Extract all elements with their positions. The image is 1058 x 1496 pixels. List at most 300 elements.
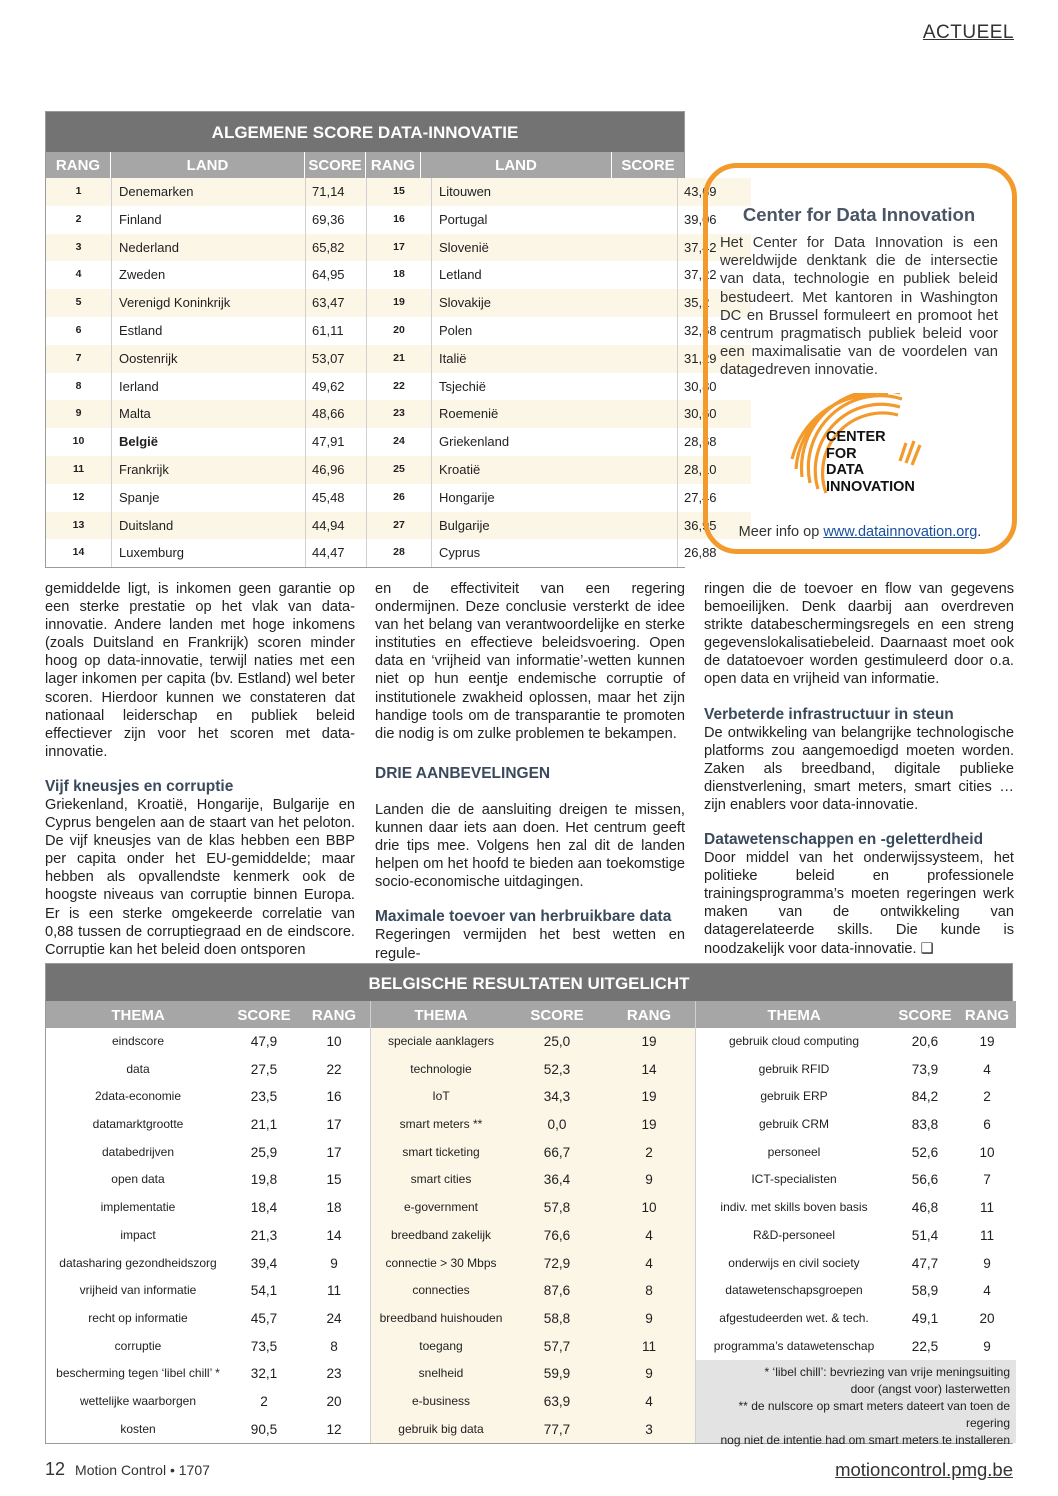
cell-thema: datawetenschapsgroepen [696,1277,892,1305]
cell-score: 37,22 [677,261,751,289]
table-row [371,1277,695,1305]
cell-rang: 4 [603,1250,695,1278]
cell-thema: kosten [46,1416,230,1444]
cell-score: 30,60 [677,400,751,428]
footnote: ** de nulscore op smart meters dateert van toen de regering [738,1399,1010,1431]
cell-thema: connecties [371,1277,511,1305]
page-number: 12 [45,1459,66,1479]
cell-rang: 2 [46,206,111,234]
cell-score: 47,91 [305,428,366,456]
cell-score: 73,5 [230,1333,298,1361]
cell-score: 71,14 [305,178,366,206]
cell-rang: 19 [603,1028,695,1056]
cell-rang: 26 [366,484,431,512]
cell-land: Bulgarije [431,512,677,540]
cell-rang: 25 [366,456,431,484]
cell-rang: 8 [603,1277,695,1305]
col-header-rang: RANG [46,152,111,178]
cell-score: 30,80 [677,373,751,401]
cell-thema: bescherming tegen ‘libel chill’ * [46,1360,230,1388]
cell-rang: 20 [366,317,431,345]
cell-thema: datamarktgrootte [46,1111,230,1139]
cell-score: 73,9 [892,1056,958,1084]
cell-thema: smart ticketing [371,1139,511,1167]
table-row [371,1305,695,1333]
cell-score: 44,94 [305,512,366,540]
cell-land: Luxemburg [111,539,305,567]
cell-rang: 23 [366,400,431,428]
table-row [46,206,717,234]
cell-thema: gebruik ERP [696,1083,892,1111]
cell-score: 39,06 [677,206,751,234]
paragraph: ringen die de toevoer en flow van gegevens bemoeilijken. Denk daarbij aan overdreven strikte databeschermingsregels en een streng gegevenslokalisatiebeleid. Daarnaast moet ook de datatoevoer worden gestimuleerd door o.a. open data en vrijheid van informatie. [704,581,1014,688]
info-text: Het Center for Data Innovation is een wereldwijde denktank die de intersectie van data, technologie en publiek beleid bestudeert. Met kantoren in Washington DC en Brussel formuleert en promoot het centrum pragmatisch publiek beleid voor een maximalisatie van de voordelen van datagedreven innovatie. [720,235,998,379]
cell-score: 84,2 [892,1083,958,1111]
table-row [696,1194,1016,1222]
cell-land: Slovakije [431,289,677,317]
cell-rang: 9 [958,1333,1016,1361]
cell-land: Tsjechië [431,373,677,401]
cell-rang: 9 [298,1250,370,1278]
cell-rang: 14 [298,1222,370,1250]
cell-score: 46,8 [892,1194,958,1222]
paragraph: gemiddelde ligt, is inkomen geen garantie op een sterke prestatie op het vlak van data-innovatie. Andere landen met hoge inkomens (zoals Duitsland en Frankrijk) scoren minder hoog op data-innovatie, terwijl naties met een lager inkomen per capita (bv. Estland) wel beter scoren. Hierdoor kunnen we constateren dat nationaal leiderschap en publiek beleid effectiever zijn voor het scoren met data-innovatie. [45,581,355,760]
cell-score: 22,5 [892,1333,958,1361]
cell-thema: breedband zakelijk [371,1222,511,1250]
table-row [46,1416,370,1444]
table-body [46,178,717,567]
table-header [46,152,684,178]
table-row [696,1083,1016,1111]
table-row [46,456,717,484]
paragraph: Landen die de aansluiting dreigen te missen, kunnen daar iets aan doen. Het centrum geeft drie tips mee. Volgens hen zal dit de landen helpen om het hoofd te bieden aan toekomstige socio-economische uitdagingen. [375,801,685,891]
col-header-thema: THEMA [111,1007,165,1024]
cell-rang: 10 [603,1194,695,1222]
cell-score: 54,1 [230,1277,298,1305]
cell-thema: implementatie [46,1194,230,1222]
cell-score: 87,6 [511,1277,603,1305]
cell-rang: 4 [46,261,111,289]
cell-rang: 17 [298,1139,370,1167]
table-row [46,1250,370,1278]
cell-land: Denemarken [111,178,305,206]
cell-rang: 3 [46,234,111,262]
cell-score: 77,7 [511,1416,603,1444]
cell-thema: speciale aanklagers [371,1028,511,1056]
results-group-2 [370,1001,696,1443]
magazine-name: Motion Control • 1707 [75,1462,210,1478]
cell-rang: 19 [603,1083,695,1111]
cell-rang: 9 [603,1360,695,1388]
subheading: Vijf kneusjes en corruptie [45,777,234,795]
footnote: * ‘libel chill’: bevriezing van vrije meningsuiting [764,1365,1010,1380]
cell-score: 27,5 [230,1056,298,1084]
cell-thema: IoT [371,1083,511,1111]
cell-rang: 8 [298,1333,370,1361]
cell-land: Oostenrijk [111,345,305,373]
col-header-land: LAND [111,152,305,178]
paragraph: Griekenland, Kroatië, Hongarije, Bulgarije en Cyprus bengelen aan de staart van het peloton. De vijf kneusjes van de klas hebben een BBP per capita onder het EU-gemiddelde; maar hebben als opvallendste kenmerk ook de hoogste niveaus van corruptie binnen Europa. Er is een sterke omgekeerde correlatie van 0,88 tussen de corruptiegraad en de eindscore. Corruptie kan het beleid doen ontsporen [45,796,355,958]
paragraph: De ontwikkeling van belangrijke technologische platforms zou aangemoedigd moeten worden. Zaken als breedband, digitale publieke dienstverlening, smart meters, smart cities … zijn enablers voor data-innovatie. [704,724,1014,813]
cell-land: Slovenië [431,234,677,262]
cell-thema: recht op informatie [46,1305,230,1333]
cell-thema: datasharing gezondheidszorg [46,1250,230,1278]
table-row [46,234,717,262]
table-row [46,512,717,540]
results-group-3 [696,1001,1016,1448]
cell-rang: 14 [603,1056,695,1084]
footer-website-link[interactable]: motioncontrol.pmg.be [835,1459,1013,1480]
cell-rang: 7 [958,1166,1016,1194]
cell-thema: ICT-specialisten [696,1166,892,1194]
section-heading: DRIE AANBEVELINGEN [375,764,551,782]
cell-thema: gebruik big data [371,1416,511,1444]
col-header-score: SCORE [237,1007,291,1024]
cell-land: Kroatië [431,456,677,484]
logo-text: CENTER FOR DATA INNOVATION [826,429,915,495]
cell-rang: 10 [958,1139,1016,1167]
cell-rang: 19 [958,1028,1016,1056]
cell-score: 48,66 [305,400,366,428]
cell-score: 28,10 [677,456,751,484]
table-row [371,1139,695,1167]
cell-score: 25,0 [511,1028,603,1056]
table-header [46,1001,370,1028]
cell-thema: 2data-economie [46,1083,230,1111]
cell-score: 47,7 [892,1250,958,1278]
cell-rang: 10 [298,1028,370,1056]
cell-score: 36,4 [511,1166,603,1194]
cell-rang: 4 [603,1388,695,1416]
cell-rang: 6 [46,317,111,345]
article-column-3 [704,580,1014,958]
cell-rang: 16 [366,206,431,234]
cell-rang: 1 [46,178,111,206]
cell-score: 51,4 [892,1222,958,1250]
cell-score: 76,6 [511,1222,603,1250]
cell-rang: 21 [366,345,431,373]
table-row [696,1222,1016,1250]
cell-score: 58,8 [511,1305,603,1333]
cell-thema: data [46,1056,230,1084]
cell-thema: vrijheid van informatie [46,1277,230,1305]
cell-rang: 20 [298,1388,370,1416]
cell-thema: wettelijke waarborgen [46,1388,230,1416]
cell-thema: impact [46,1222,230,1250]
cell-thema: afgestudeerden wet. & tech. [696,1305,892,1333]
table-row [696,1028,1016,1056]
cell-rang: 18 [298,1194,370,1222]
cell-rang: 20 [958,1305,1016,1333]
table-row [46,1028,370,1056]
cell-score: 34,3 [511,1083,603,1111]
table-row [371,1166,695,1194]
cell-rang: 19 [603,1111,695,1139]
cell-land: Griekenland [431,428,677,456]
cell-score: 69,36 [305,206,366,234]
cell-score: 52,6 [892,1139,958,1167]
cell-land: Finland [111,206,305,234]
cell-rang: 16 [298,1083,370,1111]
cell-rang: 2 [958,1083,1016,1111]
col-header-score: SCORE [898,1007,952,1024]
table-row [696,1277,1016,1305]
cell-rang: 7 [46,345,111,373]
cell-rang: 11 [958,1222,1016,1250]
cell-rang: 17 [366,234,431,262]
cell-rang: 22 [366,373,431,401]
table-row [371,1083,695,1111]
cell-score: 43,69 [677,178,751,206]
table-row [696,1111,1016,1139]
cell-thema: indiv. met skills boven basis [696,1194,892,1222]
cell-rang: 9 [603,1166,695,1194]
info-more: Meer info op www.datainnovation.org. [738,524,982,540]
table-row [46,1305,370,1333]
cell-score: 21,3 [230,1222,298,1250]
table-row [371,1416,695,1444]
cell-land: Estland [111,317,305,345]
cell-rang: 11 [298,1277,370,1305]
cell-thema: snelheid [371,1360,511,1388]
cell-score: 59,9 [511,1360,603,1388]
cell-thema: personeel [696,1139,892,1167]
footer-left [45,1459,210,1480]
cell-rang: 24 [298,1305,370,1333]
cell-land: België [111,428,305,456]
cell-rang: 8 [46,373,111,401]
table-row [46,1056,370,1084]
table-row [696,1333,1016,1361]
table-row [371,1194,695,1222]
cell-rang: 6 [958,1111,1016,1139]
cell-land: Malta [111,400,305,428]
cell-score: 0,0 [511,1111,603,1139]
cell-land: Zweden [111,261,305,289]
cell-thema: technologie [371,1056,511,1084]
table-header [696,1001,1016,1028]
table-row [371,1360,695,1388]
cdi-logo [788,393,938,503]
table-row [46,317,717,345]
cell-rang: 19 [366,289,431,317]
table-title: ALGEMENE SCORE DATA-INNOVATIE [46,112,684,152]
cell-rang: 11 [958,1194,1016,1222]
col-header-rang: RANG [366,152,421,178]
table-row [696,1305,1016,1333]
cell-score: 57,7 [511,1333,603,1361]
table-row [371,1222,695,1250]
cell-score: 63,47 [305,289,366,317]
cell-score: 35,2 [677,289,751,317]
cell-score: 53,07 [305,345,366,373]
cell-score: 45,7 [230,1305,298,1333]
cell-rang: 13 [46,512,111,540]
subheading: Datawetenschappen en -geletterdheid [704,831,984,849]
col-header-score: SCORE [621,157,675,174]
cell-score: 2 [230,1388,298,1416]
cell-rang: 18 [366,261,431,289]
cell-score: 25,9 [230,1139,298,1167]
cell-rang: 11 [603,1333,695,1361]
table-row [46,484,717,512]
cell-score: 32,1 [230,1360,298,1388]
cell-thema: smart cities [371,1166,511,1194]
cell-score: 44,47 [305,539,366,567]
cell-rang: 12 [46,484,111,512]
cell-rang: 9 [46,400,111,428]
paragraph: en de effectiviteit van een regering ondermijnen. Deze conclusie versterkt de idee van het belang van verantwoordelijke en sterke instituties en effectieve beleidsvoering. Open data en ‘vrijheid van informatie’-wetten kunnen niet op hun eentje endemische corruptie of institutionele zwakheid oplossen, maar het zijn handige tools om de transparantie te promoten die nodig is om zulke problemen te bekampen. [375,581,685,742]
cell-rang: 5 [46,289,111,317]
col-header-thema: THEMA [767,1007,821,1024]
cell-rang: 24 [366,428,431,456]
cell-thema: e-government [371,1194,511,1222]
website-link[interactable]: www.datainnovation.org [823,524,978,540]
cell-score: 28,68 [677,428,751,456]
cell-score: 66,7 [511,1139,603,1167]
table-header [371,1001,695,1028]
table-row [371,1028,695,1056]
footnote: door (angst voor) lasterwetten [850,1382,1010,1397]
cell-thema: eindscore [46,1028,230,1056]
cell-land: Litouwen [431,178,677,206]
table-row [696,1250,1016,1278]
table-row [46,373,717,401]
table-row [371,1056,695,1084]
cell-rang: 28 [366,539,431,567]
info-title: Center for Data Innovation [742,204,976,225]
results-group-1 [46,1001,370,1443]
cell-land: Letland [431,261,677,289]
table-row [371,1250,695,1278]
cell-score: 23,5 [230,1083,298,1111]
table-row [371,1111,695,1139]
cell-score: 19,8 [230,1166,298,1194]
cell-thema: programma’s datawetenschap [696,1333,892,1361]
cell-score: 56,6 [892,1166,958,1194]
cell-rang: 11 [46,456,111,484]
cell-land: Cyprus [431,539,677,567]
cell-score: 32,68 [677,317,751,345]
cell-thema: corruptie [46,1333,230,1361]
table-row [46,400,717,428]
cell-rang: 12 [298,1416,370,1444]
cell-thema: gebruik RFID [696,1056,892,1084]
col-header-score: SCORE [530,1007,584,1024]
cell-score: 72,9 [511,1250,603,1278]
cell-score: 31,29 [677,345,751,373]
table-row [46,539,717,567]
cell-thema: e-business [371,1388,511,1416]
cell-rang: 2 [603,1139,695,1167]
table-row [46,1388,370,1416]
table-row [46,1333,370,1361]
cell-score: 45,48 [305,484,366,512]
table-row [696,1139,1016,1167]
table-row [46,178,717,206]
table-row [696,1056,1016,1084]
cell-score: 58,9 [892,1277,958,1305]
cell-score: 20,6 [892,1028,958,1056]
cell-score: 49,62 [305,373,366,401]
cell-rang: 4 [958,1277,1016,1305]
cell-rang: 22 [298,1056,370,1084]
cell-score: 46,96 [305,456,366,484]
table-row [46,1166,370,1194]
cell-score: 65,82 [305,234,366,262]
cell-score: 27,46 [677,484,751,512]
col-header-land: LAND [421,152,612,178]
cell-score: 61,11 [305,317,366,345]
table-row [46,1139,370,1167]
cell-thema: onderwijs en civil society [696,1250,892,1278]
paragraph: Regeringen vermijden het best wetten en regule- [375,927,685,962]
cell-land: Portugal [431,206,677,234]
section-tag: ACTUEEL [922,22,1014,43]
col-header-score: SCORE [305,152,366,178]
belgian-results-table [45,963,1013,1448]
cell-score: 36,95 [677,512,751,540]
cell-thema: toegang [371,1333,511,1361]
cell-thema: R&D-personeel [696,1222,892,1250]
cell-land: Verenigd Koninkrijk [111,289,305,317]
cell-score: 37,42 [677,234,751,262]
col-header-rang: RANG [964,1007,1010,1024]
cell-score: 90,5 [230,1416,298,1444]
table-row [46,345,717,373]
cell-rang: 17 [298,1111,370,1139]
col-header-thema: THEMA [414,1007,468,1024]
subheading: Verbeterde infrastructuur in steun [704,705,954,723]
cell-thema: gebruik CRM [696,1111,892,1139]
cell-land: Roemenië [431,400,677,428]
footnote: nog niet de intentie had om smart meters te installeren [720,1433,1010,1448]
cell-rang: 15 [366,178,431,206]
cell-thema: gebruik cloud computing [696,1028,892,1056]
table-row [46,1083,370,1111]
cell-rang: 10 [46,428,111,456]
cell-score: 57,8 [511,1194,603,1222]
cell-rang: 9 [603,1305,695,1333]
article-column-1 [45,580,355,959]
cell-rang: 23 [298,1360,370,1388]
cell-rang: 9 [958,1250,1016,1278]
cell-score: 39,4 [230,1250,298,1278]
cell-rang: 4 [958,1056,1016,1084]
table-row [371,1388,695,1416]
subheading: Maximale toevoer van herbruikbare data [375,908,672,926]
cell-score: 52,3 [511,1056,603,1084]
cell-score: 49,1 [892,1305,958,1333]
table-row [46,428,717,456]
table-row [46,1277,370,1305]
info-box [703,163,1017,554]
paragraph: Door middel van het onderwijssysteem, het politieke beleid en professionele trainingsprogramma’s moeten regeringen werk maken van de ontwikkeling van datagerelateerde skills. Die kunde is noodzakelijk voor data-innovatie. ❑ [704,850,1014,957]
article-column-2 [375,580,685,963]
cell-rang: 27 [366,512,431,540]
cell-score: 83,8 [892,1111,958,1139]
table-row [46,1111,370,1139]
cell-rang: 3 [603,1416,695,1444]
cell-land: Polen [431,317,677,345]
table-footnotes [696,1360,1016,1448]
cell-rang: 15 [298,1166,370,1194]
table-row [696,1166,1016,1194]
table-row [46,1194,370,1222]
cell-rang: 4 [603,1222,695,1250]
cell-thema: breedband huishouden [371,1305,511,1333]
cell-score: 64,95 [305,261,366,289]
